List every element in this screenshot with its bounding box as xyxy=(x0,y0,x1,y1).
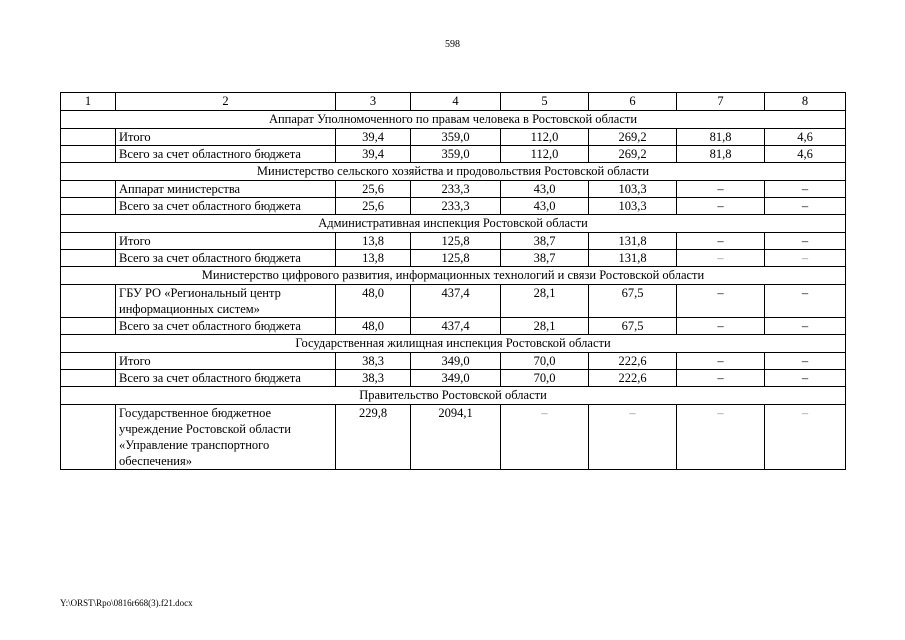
table-row xyxy=(61,318,846,335)
row-number-cell xyxy=(61,129,116,146)
row-label: Всего за счет областного бюджета xyxy=(116,318,336,335)
table-row xyxy=(61,181,846,198)
value-cell-col5: 28,1 xyxy=(501,318,589,335)
value-cell-col7: 81,8 xyxy=(677,129,765,146)
value-cell-col8: – xyxy=(765,198,846,215)
value-cell-col8: – xyxy=(765,181,846,198)
value-cell-col7: – xyxy=(677,405,765,470)
section-header-row xyxy=(61,163,846,181)
value-cell-col8: – xyxy=(765,405,846,470)
row-label: Всего за счет областного бюджета xyxy=(116,198,336,215)
value-cell-col4: 359,0 xyxy=(411,146,501,163)
value-cell-col7: 81,8 xyxy=(677,146,765,163)
section-title: Правительство Ростовской области xyxy=(61,387,846,405)
value-cell-col4: 125,8 xyxy=(411,250,501,267)
value-cell-col3: 38,3 xyxy=(336,370,411,387)
value-cell-col8: – xyxy=(765,233,846,250)
value-cell-col3: 48,0 xyxy=(336,318,411,335)
section-title: Министерство цифрового развития, информационных технологий и связи Ростовской области xyxy=(61,267,846,285)
row-number-cell xyxy=(61,181,116,198)
table-row xyxy=(61,285,846,318)
value-cell-col3: 229,8 xyxy=(336,405,411,470)
value-cell-col7: – xyxy=(677,250,765,267)
value-cell-col8: 4,6 xyxy=(765,146,846,163)
table-row xyxy=(61,198,846,215)
value-cell-col8: – xyxy=(765,318,846,335)
value-cell-col5: 43,0 xyxy=(501,198,589,215)
row-number-cell xyxy=(61,146,116,163)
value-cell-col4: 233,3 xyxy=(411,198,501,215)
column-header: 6 xyxy=(589,93,677,111)
value-cell-col4: 437,4 xyxy=(411,285,501,318)
value-cell-col7: – xyxy=(677,181,765,198)
section-title: Административная инспекция Ростовской области xyxy=(61,215,846,233)
value-cell-col6: 269,2 xyxy=(589,146,677,163)
value-cell-col4: 437,4 xyxy=(411,318,501,335)
section-title: Министерство сельского хозяйства и продовольствия Ростовской области xyxy=(61,163,846,181)
row-label: Государственное бюджетное учреждение Ростовской области «Управление транспортного обеспечения» xyxy=(116,405,336,470)
row-number-cell xyxy=(61,318,116,335)
budget-table xyxy=(60,92,846,470)
value-cell-col3: 13,8 xyxy=(336,233,411,250)
value-cell-col5: 28,1 xyxy=(501,285,589,318)
row-label: Итого xyxy=(116,233,336,250)
section-header-row xyxy=(61,215,846,233)
row-number-cell xyxy=(61,353,116,370)
value-cell-col5: 38,7 xyxy=(501,233,589,250)
value-cell-col3: 39,4 xyxy=(336,129,411,146)
table-row xyxy=(61,250,846,267)
footer-file-path: Y:\ORST\Rpo\0816r668(3).f21.docx xyxy=(60,598,193,608)
table-row xyxy=(61,405,846,470)
value-cell-col6: 67,5 xyxy=(589,285,677,318)
row-label: Итого xyxy=(116,129,336,146)
value-cell-col6: 131,8 xyxy=(589,233,677,250)
row-label: Всего за счет областного бюджета xyxy=(116,250,336,267)
row-number-cell xyxy=(61,198,116,215)
value-cell-col3: 13,8 xyxy=(336,250,411,267)
value-cell-col5: 112,0 xyxy=(501,129,589,146)
row-number-cell xyxy=(61,250,116,267)
value-cell-col7: – xyxy=(677,370,765,387)
value-cell-col6: 67,5 xyxy=(589,318,677,335)
table-row xyxy=(61,146,846,163)
column-header: 7 xyxy=(677,93,765,111)
value-cell-col4: 349,0 xyxy=(411,353,501,370)
value-cell-col5: 43,0 xyxy=(501,181,589,198)
row-number-cell xyxy=(61,370,116,387)
value-cell-col3: 25,6 xyxy=(336,198,411,215)
value-cell-col4: 2094,1 xyxy=(411,405,501,470)
value-cell-col4: 125,8 xyxy=(411,233,501,250)
row-label: Всего за счет областного бюджета xyxy=(116,370,336,387)
value-cell-col8: – xyxy=(765,285,846,318)
value-cell-col7: – xyxy=(677,353,765,370)
column-header: 3 xyxy=(336,93,411,111)
value-cell-col6: 131,8 xyxy=(589,250,677,267)
value-cell-col4: 349,0 xyxy=(411,370,501,387)
row-number-cell xyxy=(61,405,116,470)
value-cell-col8: – xyxy=(765,353,846,370)
row-label: ГБУ РО «Региональный центр информационных систем» xyxy=(116,285,336,318)
value-cell-col3: 48,0 xyxy=(336,285,411,318)
section-header-row xyxy=(61,267,846,285)
value-cell-col7: – xyxy=(677,198,765,215)
value-cell-col3: 39,4 xyxy=(336,146,411,163)
value-cell-col6: 103,3 xyxy=(589,198,677,215)
value-cell-col5: – xyxy=(501,405,589,470)
value-cell-col6: 269,2 xyxy=(589,129,677,146)
value-cell-col8: 4,6 xyxy=(765,129,846,146)
value-cell-col3: 38,3 xyxy=(336,353,411,370)
value-cell-col7: – xyxy=(677,233,765,250)
value-cell-col4: 233,3 xyxy=(411,181,501,198)
value-cell-col5: 70,0 xyxy=(501,370,589,387)
value-cell-col7: – xyxy=(677,318,765,335)
value-cell-col6: – xyxy=(589,405,677,470)
page-number: 598 xyxy=(445,39,460,50)
row-label: Аппарат министерства xyxy=(116,181,336,198)
value-cell-col4: 359,0 xyxy=(411,129,501,146)
value-cell-col5: 70,0 xyxy=(501,353,589,370)
column-header-row xyxy=(61,93,846,111)
value-cell-col6: 222,6 xyxy=(589,353,677,370)
column-header: 2 xyxy=(116,93,336,111)
table-row xyxy=(61,353,846,370)
table-row xyxy=(61,370,846,387)
row-number-cell xyxy=(61,233,116,250)
section-title: Аппарат Уполномоченного по правам человека в Ростовской области xyxy=(61,111,846,129)
column-header: 8 xyxy=(765,93,846,111)
table-row xyxy=(61,233,846,250)
value-cell-col5: 112,0 xyxy=(501,146,589,163)
section-header-row xyxy=(61,111,846,129)
value-cell-col8: – xyxy=(765,370,846,387)
value-cell-col5: 38,7 xyxy=(501,250,589,267)
row-label: Всего за счет областного бюджета xyxy=(116,146,336,163)
section-header-row xyxy=(61,387,846,405)
value-cell-col8: – xyxy=(765,250,846,267)
column-header: 4 xyxy=(411,93,501,111)
value-cell-col7: – xyxy=(677,285,765,318)
table-row xyxy=(61,129,846,146)
section-title: Государственная жилищная инспекция Ростовской области xyxy=(61,335,846,353)
table-body xyxy=(61,93,846,470)
value-cell-col6: 103,3 xyxy=(589,181,677,198)
section-header-row xyxy=(61,335,846,353)
column-header: 5 xyxy=(501,93,589,111)
column-header: 1 xyxy=(61,93,116,111)
row-label: Итого xyxy=(116,353,336,370)
value-cell-col6: 222,6 xyxy=(589,370,677,387)
value-cell-col3: 25,6 xyxy=(336,181,411,198)
row-number-cell xyxy=(61,285,116,318)
